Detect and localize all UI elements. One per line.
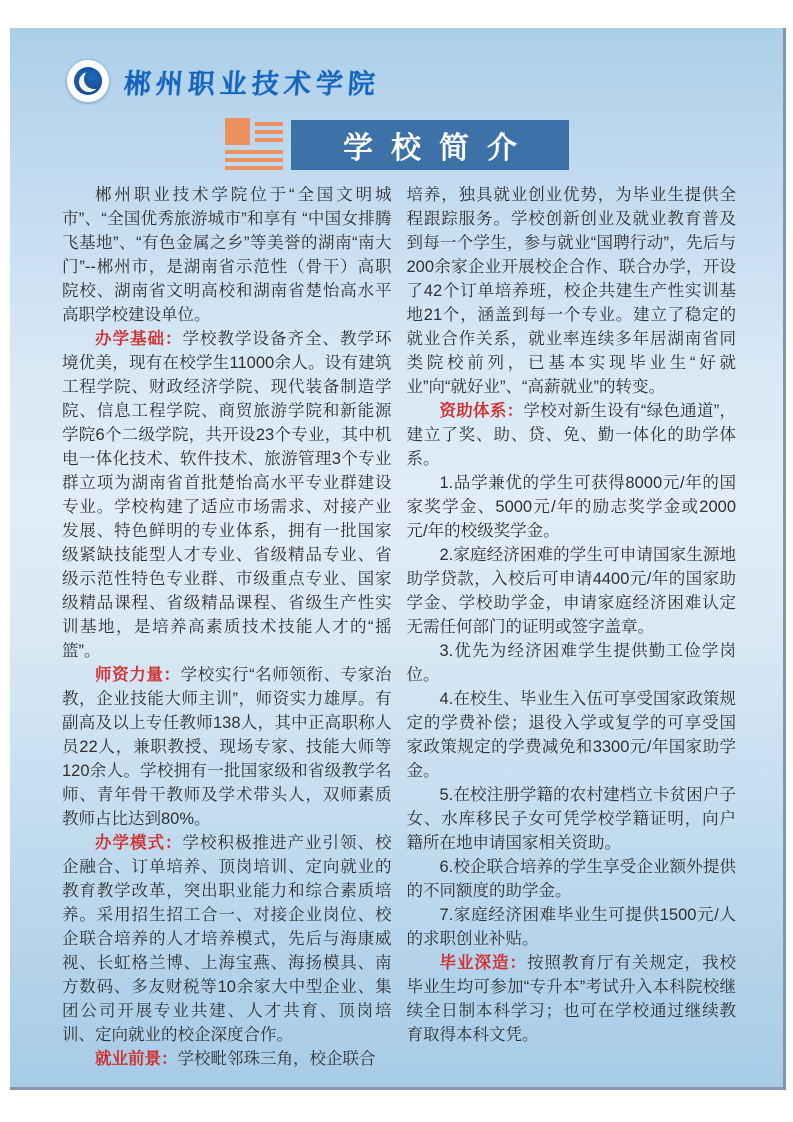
paragraph-text: 2.家庭经济困难的学生可申请国家生源地助学贷款，入校后可申请4400元/年的国家助学金、学校助学金，申请家庭经济困难认定无需任何部门的证明或签字盖章。	[406, 546, 736, 636]
paragraph-school-model	[62, 831, 392, 1047]
paragraph-text: 4.在校生、毕业生入伍可享受国家政策规定的学费补偿；退役入学或复学的可享受国家政策规定的学费减免和3300元/年国家助学金。	[406, 690, 736, 780]
stripe-line	[225, 150, 283, 154]
banner-title: 学校简介	[343, 132, 535, 165]
body-columns	[10, 172, 783, 1071]
paragraph-text: 郴州职业技术学院位于“全国文明城市”、“全国优秀旅游城市”和享有 “中国女排腾飞基地”、“有色金属之乡”等美誉的湖南“南大门”--郴州市，是湖南省示范性（骨干）高职院校、湖南省文明高校和湖南省楚怡高水平高职学校建设单位。	[62, 186, 392, 324]
header	[10, 28, 783, 106]
paragraph-aid-item-3	[407, 639, 737, 687]
paragraph-aid-item-6	[407, 855, 737, 903]
section-heading: 毕业深造：	[439, 954, 527, 972]
paragraph-text: 学校实行“名师领衔、专家治教，企业技能大师主训”，师资实力雄厚。有副高及以上专任教师138人，其中正高职称人员22人，兼职教授、现场专家、技能大师等120余人。学校拥有一批国家级和省级教学名师、青年骨干教师及学术带头人，双师素质教师占比达到80%。	[62, 666, 392, 828]
paragraph-aid-item-5	[407, 783, 737, 855]
paragraph-text: 3.优先为经济困难学生提供勤工俭学岗位。	[406, 642, 736, 684]
paragraph-aid-item-1	[407, 471, 737, 543]
paragraph-text: 学校积极推进产业引领、校企融合、订单培养、顶岗培训、定向就业的教育教学改革，突出职业能力和综合素质培养。采用招生招工合一、对接企业岗位、校企联合培养的人才培养模式，先后与海康威视、长虹格兰博、上海宝燕、海扬模具、南方数码、多友财税等10余家大中型企业、集团公司开展专业共建、人才共育、顶岗培训、定向就业的校企深度合作。	[62, 834, 392, 1044]
paragraph-text: 5.在校注册学籍的农村建档立卡贫困户子女、水库移民子女可凭学校学籍证明，向户籍所在地申请国家相关资助。	[406, 786, 736, 852]
paragraph-text: 学校毗邻珠三角，校企联合	[177, 1050, 376, 1068]
stripe-line	[255, 122, 283, 126]
paragraph-faculty	[62, 663, 392, 831]
section-banner	[10, 118, 783, 172]
section-heading: 就业前景：	[95, 1050, 178, 1068]
paragraph-text: 7.家庭经济困难毕业生可提供1500元/人的求职创业补贴。	[406, 906, 736, 948]
paragraph-school-basis	[62, 327, 392, 663]
paragraph-text: 6.校企联合培养的学生享受企业额外提供的不同额度的助学金。	[406, 858, 736, 900]
section-heading: 师资力量：	[95, 666, 181, 684]
banner-stripes-icon	[225, 118, 283, 172]
paragraph-employment-continued	[407, 183, 737, 399]
paragraph-employment-prospects	[62, 1047, 392, 1071]
left-column	[62, 183, 392, 1071]
paragraph-intro	[62, 183, 392, 327]
crescent-swoosh-icon	[74, 67, 102, 95]
stripe-line	[225, 166, 283, 170]
section-heading: 办学模式：	[95, 834, 183, 852]
paragraph-aid-item-4	[407, 687, 737, 783]
paragraph-text: 按照教育厅有关规定，我校毕业生均可参加“专升本”考试升入本科院校继续全日制本科学习；也可在学校通过继续教育取得本科文凭。	[406, 954, 736, 1044]
paragraph-further-study	[407, 951, 737, 1047]
stripe-line	[255, 130, 283, 134]
school-name: 郴州职业技术学院	[122, 68, 381, 99]
paragraph-aid-system	[407, 399, 737, 471]
paragraph-text: 学校对新生设有“绿色通道”，建立了奖、助、贷、免、勤一体化的助学体系。	[406, 402, 736, 468]
content-panel	[10, 28, 786, 1090]
stripe-block	[225, 118, 250, 145]
right-column	[407, 183, 737, 1071]
section-heading: 资助体系：	[439, 402, 524, 420]
paragraph-aid-item-2	[407, 543, 737, 639]
paragraph-text: 学校教学设备齐全、教学环境优美，现有在校学生11000余人。设有建筑工程学院、财政经济学院、现代装备制造学院、信息工程学院、商贸旅游学院和新能源学院6个二级学院，共开设23个专业，其中机电一体化技术、软件技术、旅游管理3个专业群立项为湖南省首批楚怡高水平专业群建设专业。学校构建了适应市场需求、对接产业发展、特色鲜明的专业体系，拥有一批国家级紧缺技能型人才专业、省级精品专业、省级示范性特色专业群、市级重点专业、国家级精品课程、省级精品课程、省级生产性实训基地，是培养高素质技术技能人才的“摇篮”。	[62, 330, 392, 660]
paragraph-text: 1.品学兼优的学生可获得8000元/年的国家奖学金、5000元/年的励志奖学金或2000元/年的校级奖学金。	[406, 474, 736, 540]
paragraph-aid-item-7	[407, 903, 737, 951]
school-logo-emblem	[66, 59, 110, 103]
stripe-line	[255, 138, 283, 142]
section-heading: 办学基础：	[95, 330, 183, 348]
banner-title-bar	[291, 120, 569, 170]
paragraph-text: 培养，独具就业创业优势，为毕业生提供全程跟踪服务。学校创新创业及就业教育普及到每一个学生，参与就业“国聘行动”，先后与200余家企业开展校企合作、联合办学，开设了42个订单培养班，校企共建生产性实训基地21个，涵盖到每一个专业。建立了稳定的就业合作关系，就业率连续多年居湖南省同类院校前列，已基本实现毕业生“好就业”向“就好业”、“高薪就业”的转变。	[406, 186, 736, 396]
stripe-line	[225, 158, 283, 162]
